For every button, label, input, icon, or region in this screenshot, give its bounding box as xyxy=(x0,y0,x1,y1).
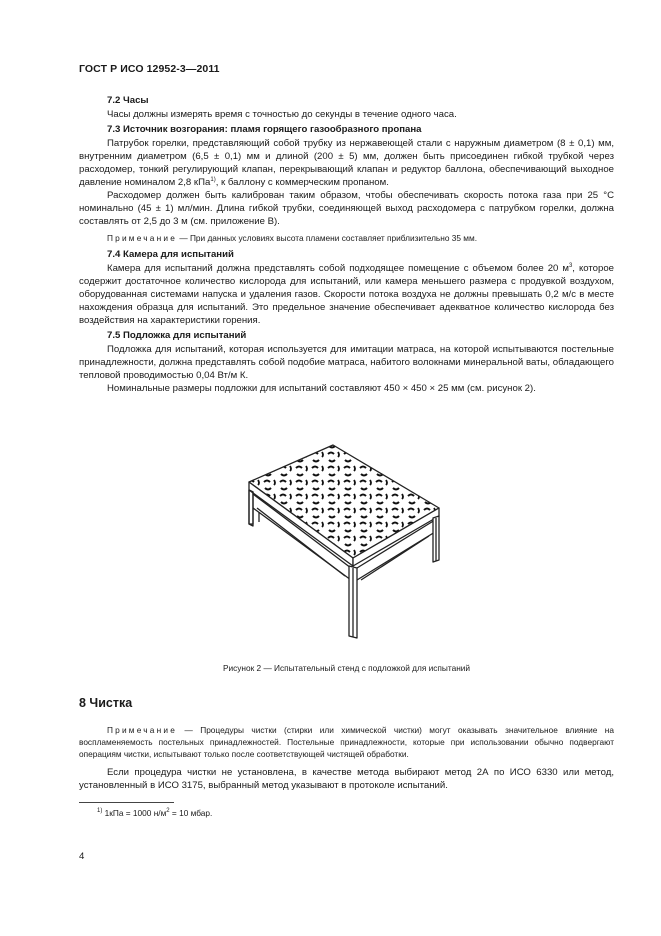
page-content xyxy=(79,92,614,820)
section-7-4-heading: 7.4 Камера для испытаний xyxy=(107,249,234,260)
section-8-paragraph: Если процедура чистки не установлена, в качестве метода выбирают метод 2А по ИСО 6330 или метод, установленный в ИСО 3175, выбранный метод указывают в протоколе испытаний. xyxy=(79,767,614,791)
note-label: Примечание xyxy=(107,725,178,735)
footnote-text-b: = 10 мбар. xyxy=(169,808,213,818)
footnote-sup: 2 xyxy=(166,808,170,815)
footnote-mark: 1) xyxy=(97,808,103,815)
figure-2-caption: Рисунок 2 — Испытательный стенд с подложкой для испытаний xyxy=(222,663,471,673)
section-7-2-text: Часы должны измерять время с точностью до секунды в течение одного часа. xyxy=(107,109,457,120)
section-7-3-paragraph-1-text-b: , к баллону с коммерческим пропаном. xyxy=(215,177,389,188)
standard-header: ГОСТ Р ИСО 12952-3—2011 xyxy=(79,63,220,75)
section-7-3-note xyxy=(79,232,614,244)
section-7-4-text-b: , которое содержит достаточное количество кислорода для испытаний, или камера меньшего размера с продувкой воздухом, оборудованная системами напуска и удаления газов. Скорости потока воздуха не должны превышать 0,2 м/с в месте нахождения образца для испытаний. Это предельное значение обеспечивает адекватное количество кислорода без воздействия на характеристики горения. xyxy=(79,263,614,326)
section-8-heading: 8 Чистка xyxy=(79,696,133,710)
section-7-3-paragraph-2: Расходомер должен быть калиброван таким образом, чтобы обеспечивать скорость потока газа при 25 °С номинально (45 ± 1) мл/мин. Длина гибкой трубки, соединяющей выход расходомера с патрубком горелки, должна составлять от 2,5 до 3 м (см. приложение В). xyxy=(79,190,614,227)
section-7-4-text-a: Камера для испытаний должна представлять собой подходящее помещение с объемом более 20 м xyxy=(107,263,569,274)
figure-2 xyxy=(79,408,614,658)
footnote xyxy=(79,807,614,820)
section-7-2-heading: 7.2 Часы xyxy=(107,95,149,106)
test-stand-drawing xyxy=(229,408,469,658)
page-number: 4 xyxy=(79,851,85,862)
mattress-top xyxy=(249,445,439,558)
note-text: — При данных условиях высота пламени составляет приблизительно 35 мм. xyxy=(177,233,478,243)
footnote-ref: 1) xyxy=(210,176,216,183)
section-7-5-paragraph-2: Номинальные размеры подложки для испытаний составляют 450 × 450 × 25 мм (см. рисунок 2). xyxy=(107,383,536,394)
footnote-separator xyxy=(79,802,174,803)
note-label: Примечание xyxy=(107,233,178,243)
section-7-3-heading: 7.3 Источник возгорания: пламя горящего газообразного пропана xyxy=(107,124,422,135)
note-text: — Процедуры чистки (стирки или химической чистки) могут оказывать значительное влияние на воспламеняемость постельных принадлежностей. Постельные принадлежности, которые при использовании обычно подвергают операциям чистки, испытывают только после соответствующей чистящей обработки. xyxy=(79,725,614,759)
leg-front-left xyxy=(249,490,253,526)
section-7-5-paragraph-1: Подложка для испытаний, которая используется для имитации матраса, на которой испытываются постельные принадлежности, должна представлять собой подобие матраса, набитого волокнами минеральной ваты, обладающего тепловой проводимостью 0,04 Вт/м К. xyxy=(79,344,614,381)
section-7-3-paragraph-1-text-a: Патрубок горелки, представляющий собой трубку из нержавеющей стали с наружным диаметром (8 ± 0,1) мм, внутренним диаметром (6,5 ± 0,1) мм и длиной (200 ± 5) мм, должен быть присоединен гибкой трубкой через расходомер, тонкий регулирующий клапан, перекрывающий клапан и редуктор баллона, обеспечивающий выходное давление номиналом 2,8 кПа xyxy=(79,138,614,188)
section-8-note xyxy=(79,724,614,760)
section-7-5-heading: 7.5 Подложка для испытаний xyxy=(107,330,247,341)
cubic-superscript: 3 xyxy=(568,262,573,269)
section-7-3-paragraph-1 xyxy=(79,137,614,189)
section-7-4-paragraph xyxy=(79,262,614,327)
footnote-text-a: 1кПа = 1000 н/м xyxy=(102,808,167,818)
